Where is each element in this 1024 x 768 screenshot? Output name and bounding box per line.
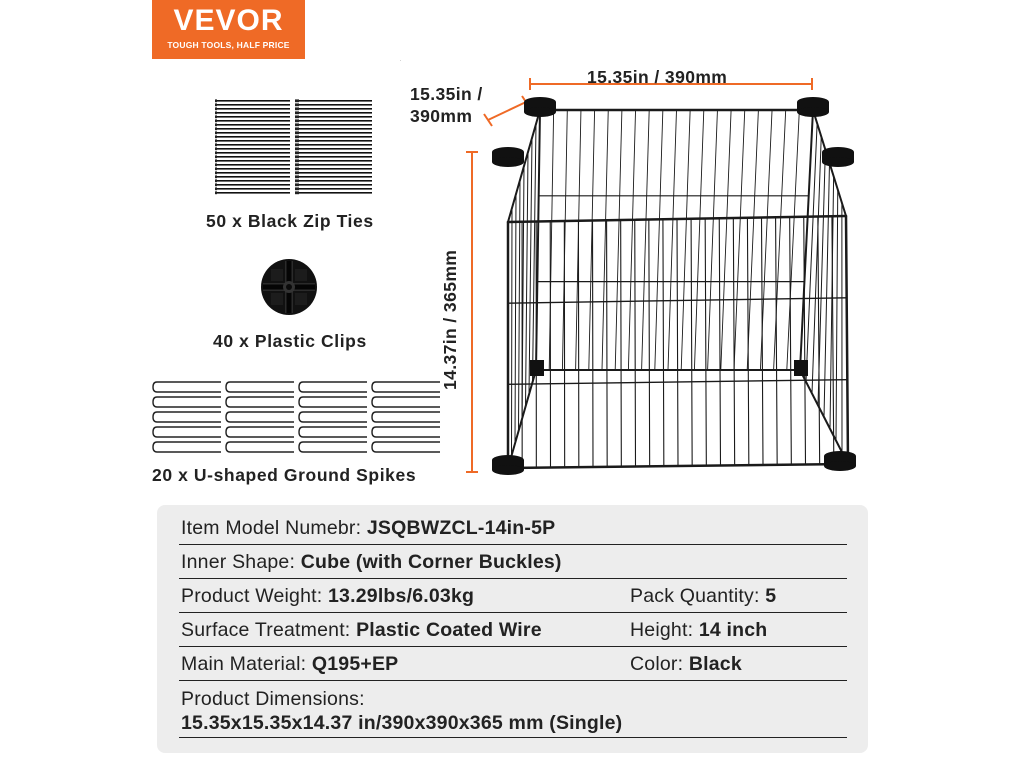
dimension-lines bbox=[466, 78, 812, 472]
dimensions-label: Product Dimensions: bbox=[181, 688, 365, 710]
brand-tagline: TOUGH TOOLS, HALF PRICE bbox=[167, 40, 290, 50]
color-label: Color: bbox=[630, 653, 684, 675]
material-label: Main Material: bbox=[181, 653, 307, 675]
shape-label: Inner Shape: bbox=[181, 551, 296, 573]
color-value: Black bbox=[688, 653, 742, 675]
model-label: Item Model Numebr: bbox=[181, 517, 362, 539]
shape-value: Cube (with Corner Buckles) bbox=[300, 551, 562, 573]
ground-spikes-label: 20 x U-shaped Ground Spikes bbox=[152, 465, 417, 485]
spec-row-material bbox=[179, 653, 847, 681]
model-value: JSQBWZCL-14in-5P bbox=[366, 517, 556, 539]
spec-row-shape bbox=[179, 551, 847, 579]
height-dimension: 14.37in / 365mm bbox=[440, 249, 460, 390]
spec-row-dimensions bbox=[179, 687, 847, 738]
spec-row-surface bbox=[179, 619, 847, 647]
depth-dimension-line1: 15.35in / bbox=[410, 84, 483, 104]
weight-value: 13.29lbs/6.03kg bbox=[328, 585, 475, 607]
width-dimension: 15.35in / 390mm bbox=[587, 67, 728, 87]
zip-ties-icon bbox=[215, 98, 375, 198]
depth-dimension-line2: 390mm bbox=[410, 106, 473, 126]
pack-quantity-label: Pack Quantity: bbox=[630, 585, 760, 607]
height-value: 14 inch bbox=[698, 619, 768, 641]
spec-table bbox=[157, 505, 868, 753]
depth-dimension bbox=[410, 83, 520, 127]
plastic-clip-icon bbox=[260, 258, 318, 316]
spec-row-weight bbox=[179, 585, 847, 613]
dimensions-value: 15.35x15.35x14.37 in/390x390x365 mm (Single) bbox=[181, 712, 623, 734]
surface-value: Plastic Coated Wire bbox=[356, 619, 542, 641]
zip-ties-label: 50 x Black Zip Ties bbox=[206, 211, 374, 231]
height-label: Height: bbox=[630, 619, 694, 641]
plastic-clips-label: 40 x Plastic Clips bbox=[213, 331, 367, 351]
pack-quantity-value: 5 bbox=[765, 585, 777, 607]
material-value: Q195+EP bbox=[311, 653, 399, 675]
brand-logo bbox=[152, 0, 305, 59]
brand-name: VEVOR bbox=[173, 4, 284, 37]
spec-row-model bbox=[179, 517, 847, 545]
surface-label: Surface Treatment: bbox=[181, 619, 351, 641]
weight-label: Product Weight: bbox=[181, 585, 323, 607]
